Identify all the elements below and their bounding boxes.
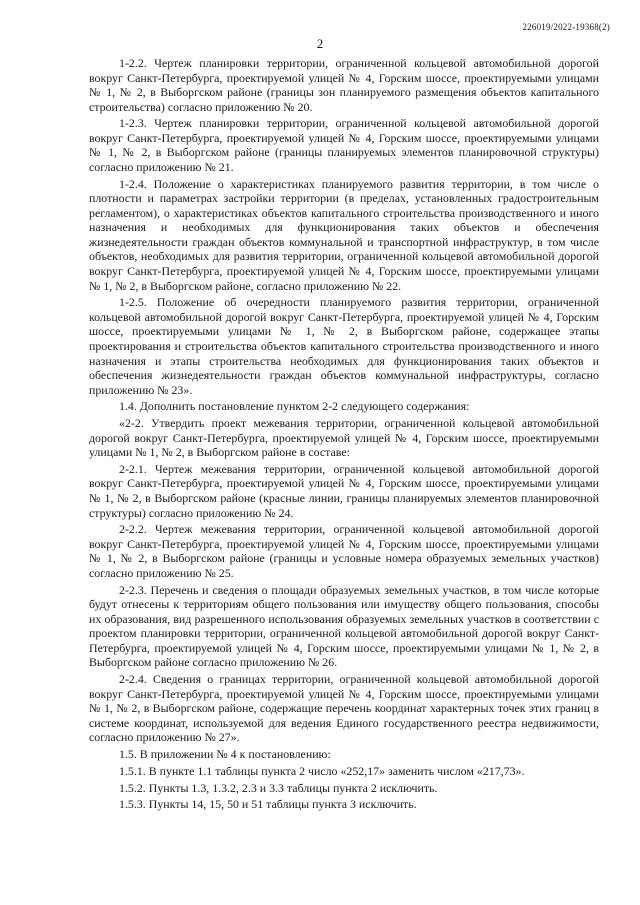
page-number: 2	[316, 36, 324, 51]
document-id: 226019/2022-19368(2)	[522, 22, 610, 32]
paragraph-2-2-4: 2-2.4. Сведения о границах территории, ограниченной кольцевой автомобильной дорогой вокруг Санкт-Петербурга, проектируемой улицей № 4, Горским шоссе, проектируемыми улицами № 1, № 2, в Выборгском районе, содержащие перечень координат характерных точек этих границ в системе координат, используемой для ведения Единого государственного реестра недвижимости, согласно приложению № 27».	[89, 672, 599, 745]
paragraph-2-2-1: 2-2.1. Чертеж межевания территории, ограниченной кольцевой автомобильной дорогой вокруг Санкт-Петербурга, проектируемой улицей № 4, Горским шоссе, проектируемыми улицами № 1, № 2, в Выборгском районе (красные линии, границы планируемых элементов планировочной структуры) согласно приложению № 24.	[89, 461, 599, 520]
document-body	[89, 56, 599, 814]
paragraph-1-5-2: 1.5.2. Пункты 1.3, 1.3.2, 2.3 и 3.3 таблицы пункта 2 исключить.	[119, 780, 438, 795]
paragraph-1-2-2: 1-2.2. Чертеж планировки территории, ограниченной кольцевой автомобильной дорогой вокруг Санкт-Петербурга, проектируемой улицей № 4, Горским шоссе, проектируемыми улицами № 1, № 2, в Выборгском районе (границы зон планируемого размещения объектов капитального строительства) согласно приложению № 20.	[89, 56, 599, 114]
paragraph-1-5: 1.5. В приложении № 4 к постановлению:	[119, 747, 331, 762]
paragraph-1-2-3: 1-2.3. Чертеж планировки территории, ограниченной кольцевой автомобильной дорогой вокруг Санкт-Петербурга, проектируемой улицей № 4, Горским шоссе, проектируемыми улицами № 1, № 2, в Выборгском районе (границы планируемых элементов планировочной структуры) согласно приложению № 21.	[89, 116, 599, 175]
paragraph-1-4: 1.4. Дополнить постановление пунктом 2-2 следующего содержания:	[119, 399, 470, 414]
paragraph-2-2: «2-2. Утвердить проект межевания территории, ограниченной кольцевой автомобильной дорогой вокруг Санкт-Петербурга, проектируемой улицей № 4, Горским шоссе, проектируемыми улицами № 1, № 2, в Выборгском районе в составе:	[89, 416, 599, 460]
paragraph-1-5-3: 1.5.3. Пункты 14, 15, 50 и 51 таблицы пункта 3 исключить.	[119, 797, 417, 812]
paragraph-1-2-4: 1-2.4. Положение о характеристиках планируемого развития территории, в том числе о плотности и параметрах застройки территории (в пределах, установленных градостроительным регламентом), о характеристиках объектов капитального строительства производственного и иного назначения и необходимых для функционирования таких объектов и обеспечения жизнедеятельности граждан объектов коммунальной и транспортной инфраструктур, в том числе объектов, необходимых для развития территории, ограниченной кольцевой автомобильной дорогой вокруг Санкт-Петербурга, проектируемой улицей № 4, Горским шоссе, проектируемыми улицами № 1, № 2, в Выборгском районе, согласно приложению № 22.	[89, 176, 599, 293]
paragraph-2-2-2: 2-2.2. Чертеж межевания территории, ограниченной кольцевой автомобильной дорогой вокруг Санкт-Петербурга, проектируемой улицей № 4, Горским шоссе, проектируемыми улицами № 1, № 2, в Выборгском районе (границы и условные номера образуемых земельных участков) согласно приложению № 25.	[89, 522, 599, 580]
paragraph-1-5-1: 1.5.1. В пункте 1.1 таблицы пункта 2 число «252,17» заменить числом «217,73».	[119, 763, 525, 778]
paragraph-1-2-5: 1-2.5. Положение об очередности планируемого развития территории, ограниченной кольцевой автомобильной дорогой вокруг Санкт-Петербурга, проектируемой улицей № 4, Горским шоссе, проектируемыми улицами № 1, № 2, в Выборгском районе, содержащее этапы проектирования и строительства объектов капитального строительства производственного и иного назначения и этапы строительства необходимых для функционирования таких объектов и обеспечения жизнедеятельности граждан объектов коммунальной инфраструктуры, согласно приложению № 23».	[89, 295, 599, 397]
paragraph-2-2-3: 2-2.3. Перечень и сведения о площади образуемых земельных участков, в том числе которые будут отнесены к территориям общего пользования или имуществу общего пользования, способы их образования, вид разрешенного использования образуемых земельных участков в соответствии с проектом планировки территории, ограниченной кольцевой автомобильной дорогой вокруг Санкт-Петербурга, проектируемой улицей № 4, Горским шоссе, проектируемыми улицами № 1, № 2, в Выборгском районе согласно приложению № 26.	[89, 582, 599, 670]
